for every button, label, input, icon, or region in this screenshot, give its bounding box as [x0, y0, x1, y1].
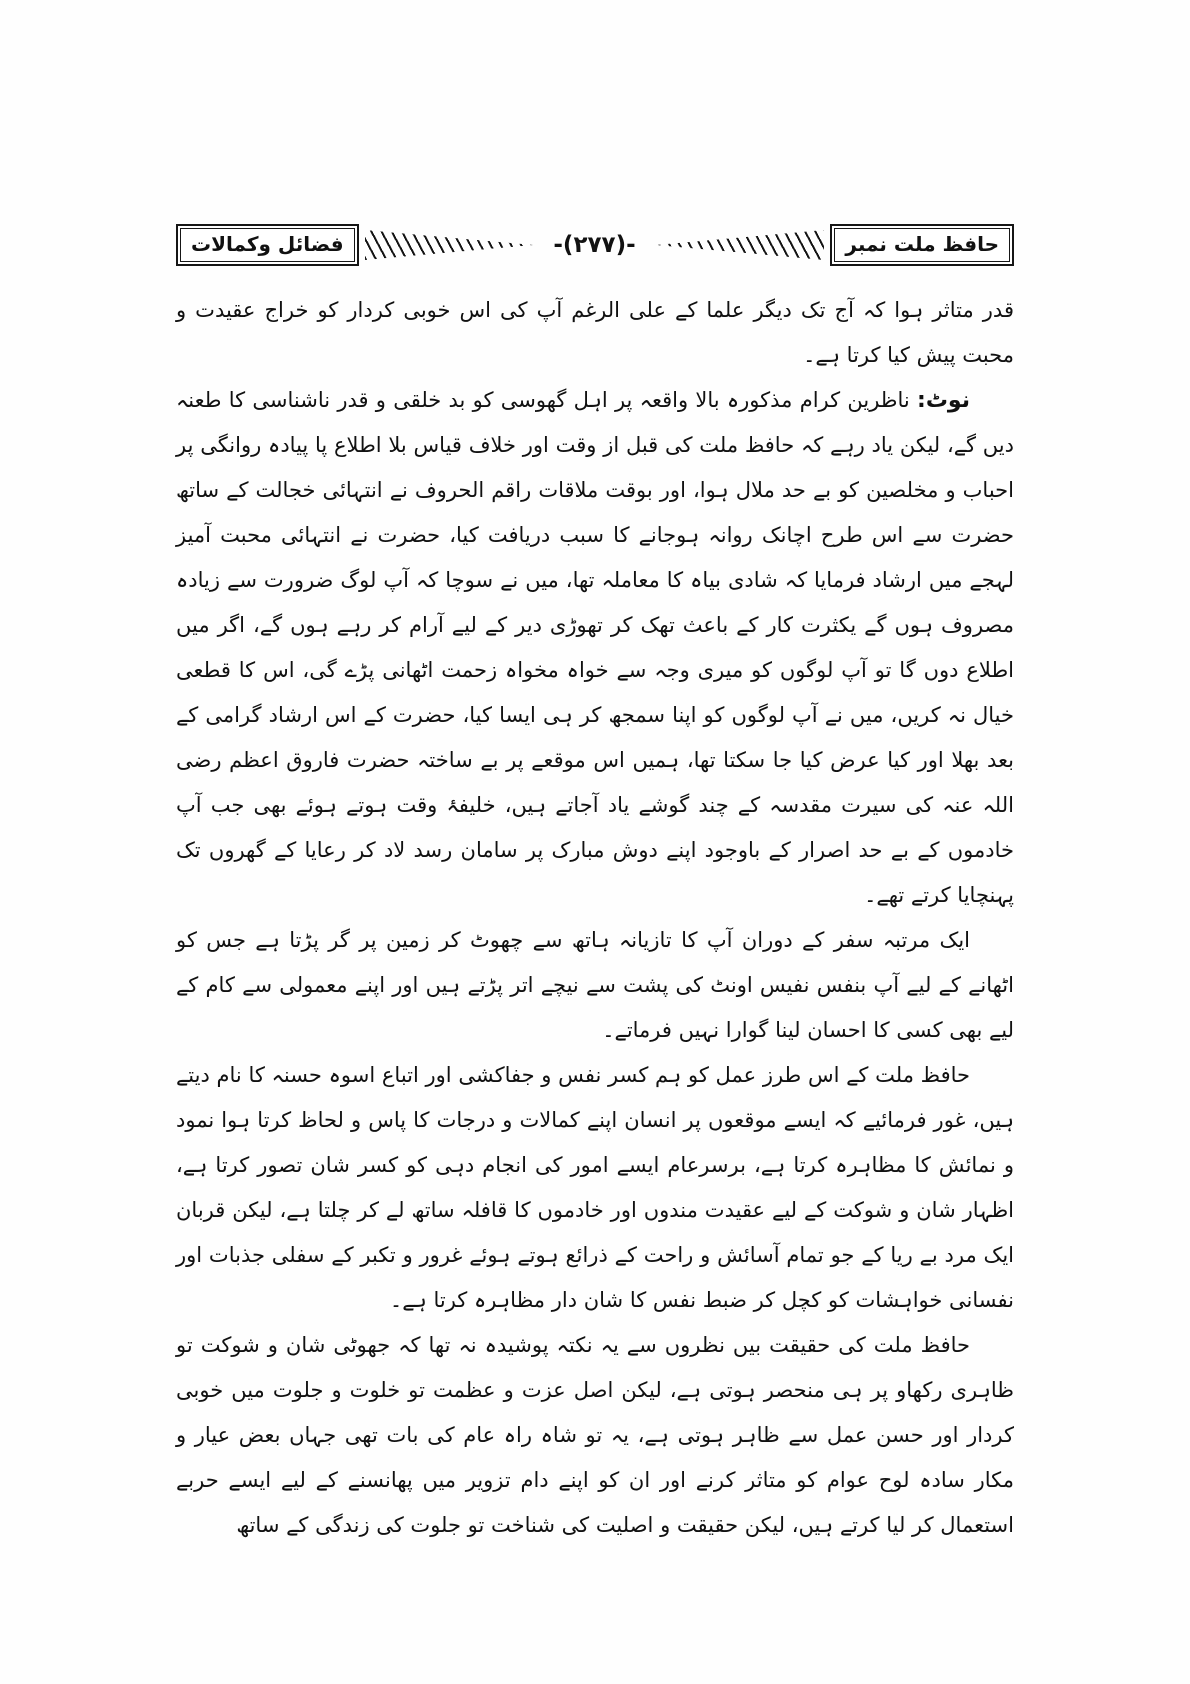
header-left-title-box	[176, 224, 359, 266]
body-text	[176, 288, 1014, 1548]
page-number: -(۲۷۷)-	[553, 232, 636, 258]
paragraph-conclusion: حافظ ملت کی حقیقت بیں نظروں سے یہ نکتہ پوشیدہ نہ تھا کہ جھوٹی شان و شوکت تو ظاہری رکھاو پر ہی منحصر ہوتی ہے، لیکن اصل عزت و عظمت تو خلوت و جلوت میں خوبی کردار اور حسن عمل سے ظاہر ہوتی ہے، یہ تو شاہ راہ عام کی بات تھی جہاں بعض عیار و مکار سادہ لوح عوام کو متاثر کرنے اور ان کو اپنے دام تزویر میں پھانسنے کے لیے ایسے حربے استعمال کر لیا کرتے ہیں، لیکن حقیقت و اصلیت کی شناخت تو جلوت کی زندگی کے ساتھ	[176, 1333, 1014, 1537]
header-right-title-box	[830, 224, 1014, 266]
paragraph-anecdote: ایک مرتبہ سفر کے دوران آپ کا تازیانہ ہاتھ سے چھوٹ کر زمین پر گر پڑتا ہے جس کو اٹھانے کے لیے آپ بنفس نفیس اونٹ کی پشت سے نیچے اتر پڑتے ہیں اور اپنے معمولی سے کام کے لیے بھی کسی کا احسان لینا گوارا نہیں فرماتے۔	[176, 928, 1014, 1042]
page-header	[176, 222, 1014, 268]
header-left-title: فضائل وکمالات	[180, 228, 355, 262]
decorative-hatch-left	[365, 230, 534, 260]
paragraph-continuation: قدر متاثر ہوا کہ آج تک دیگر علما کے علی الرغم آپ کی اس خوبی کردار کو خراج عقیدت و محبت پیش کیا کرتا ہے۔	[176, 298, 1014, 367]
paragraph-commentary: حافظ ملت کے اس طرز عمل کو ہم کسر نفس و جفاکشی اور اتباع اسوہ حسنہ کا نام دیتے ہیں، غور فرمائیے کہ ایسے موقعوں پر انسان اپنے کمالات و درجات کا پاس و لحاظ کرتا ہوا نمود و نمائش کا مظاہرہ کرتا ہے، برسرعام ایسے امور کی انجام دہی کو کسر شان تصور کرتا ہے، اظہار شان و شوکت کے لیے عقیدت مندوں اور خادموں کا قافلہ ساتھ لے کر چلتا ہے، لیکن قربان ایک مرد بے ریا کے جو تمام آسائش و راحت کے ذرائع ہوتے ہوئے غرور و تکبر کے سفلی جذبات اور نفسانی خواہشات کو کچل کر ضبط نفس کا شان دار مظاہرہ کرتا ہے۔	[176, 1063, 1014, 1312]
decorative-hatch-right	[656, 230, 825, 260]
note-label: نوٹ:	[917, 388, 970, 413]
paragraph-note	[176, 378, 1014, 918]
header-right-title: حافظ ملت نمبر	[834, 228, 1010, 262]
note-text: ناظرین کرام مذکورہ بالا واقعہ پر اہل گھوسی کو بد خلقی و قدر ناشناسی کا طعنہ دیں گے، لیکن یاد رہے کہ حافظ ملت کی قبل از وقت اور خلاف قیاس بلا اطلاع پا پیادہ روانگی پر احباب و مخلصین کو بے حد ملال ہوا، اور بوقت ملاقات راقم الحروف نے انتہائی خجالت کے ساتھ حضرت سے اس طرح اچانک روانہ ہوجانے کا سبب دریافت کیا، حضرت نے انتہائی محبت آمیز لہجے میں ارشاد فرمایا کہ شادی بیاہ کا معاملہ تھا، میں نے سوچا کہ آپ لوگ ضرورت سے زیادہ مصروف ہوں گے یکثرت کار کے باعث تھک کر تھوڑی دیر کے لیے آرام کر رہے ہوں گے، اگر میں اطلاع دوں گا تو آپ لوگوں کو میری وجہ سے خواہ مخواہ زحمت اٹھانی پڑے گی، اس کا قطعی خیال نہ کریں، میں نے آپ لوگوں کو اپنا سمجھ کر ہی ایسا کیا، حضرت کے اس ارشاد گرامی کے بعد بھلا اور کیا عرض کیا جا سکتا تھا، ہمیں اس موقعے پر بے ساختہ حضرت فاروق اعظم رضی اللہ عنہ کی سیرت مقدسہ کے چند گوشے یاد آجاتے ہیں، خلیفۂ وقت ہوتے ہوئے بھی جب آپ خادموں کے بے حد اصرار کے باوجود اپنے دوش مبارک پر سامان رسد لاد کر رعایا کے گھروں تک پہنچایا کرتے تھے۔	[176, 388, 1014, 907]
page-content	[176, 222, 1014, 1548]
